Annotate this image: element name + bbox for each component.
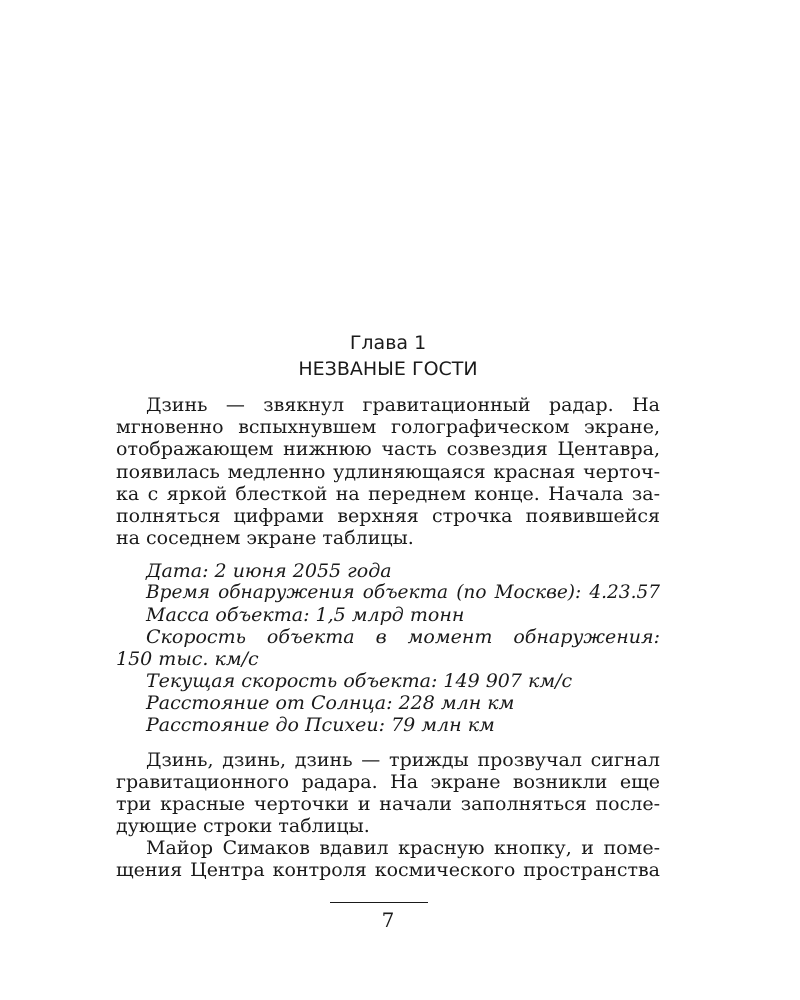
table-line: Расстояние от Солнца: 228 млн км <box>146 692 515 714</box>
paragraph-line: Дзинь — звякнул гравитационный радар. На <box>146 394 660 416</box>
footer-divider <box>330 902 428 903</box>
chapter-title: НЕЗВАНЫЕ ГОСТИ <box>298 358 478 380</box>
paragraph-line: ка с яркой блесткой на переднем конце. Начала за- <box>116 483 660 505</box>
table-line: Текущая скорость объекта: 149 907 км/с <box>146 670 573 692</box>
paragraph-line: полняться цифрами верхняя строчка появившейся <box>116 505 660 527</box>
paragraph-line: появилась медленно удлиняющаяся красная черточ- <box>116 461 660 483</box>
paragraph-line: щения Центра контроля космического пространства <box>116 859 660 881</box>
table-line: Время обнаружения объекта (по Москве): 4.23.57 <box>146 582 660 603</box>
table-line: Скорость объекта в момент обнаружения: <box>146 626 660 648</box>
paragraph-line: дующие строки таблицы. <box>116 815 370 837</box>
paragraph-line: мгновенно вспыхнувшем голографическом экране, <box>116 416 660 438</box>
chapter-label: Глава 1 <box>349 332 427 354</box>
book-page <box>116 0 660 1000</box>
page-number: 7 <box>381 908 395 932</box>
paragraph-line: три красные черточки и начали заполняться после- <box>116 793 660 815</box>
table-line: 150 тыс. км/с <box>116 648 259 670</box>
paragraph-line: Майор Симаков вдавил красную кнопку, и поме- <box>146 837 660 859</box>
paragraph-line: отображающем нижнюю часть созвездия Центавра, <box>116 438 660 460</box>
paragraph-line: Дзинь, дзинь, дзинь — трижды прозвучал сигнал <box>146 749 660 771</box>
table-line: Дата: 2 июня 2055 года <box>146 560 392 582</box>
paragraph-line: на соседнем экране таблицы. <box>116 527 414 549</box>
table-line: Расстояние до Психеи: 79 млн км <box>146 714 495 736</box>
table-line: Масса объекта: 1,5 млрд тонн <box>146 604 465 626</box>
paragraph-line: гравитационного радара. На экране возникли еще <box>116 771 660 793</box>
